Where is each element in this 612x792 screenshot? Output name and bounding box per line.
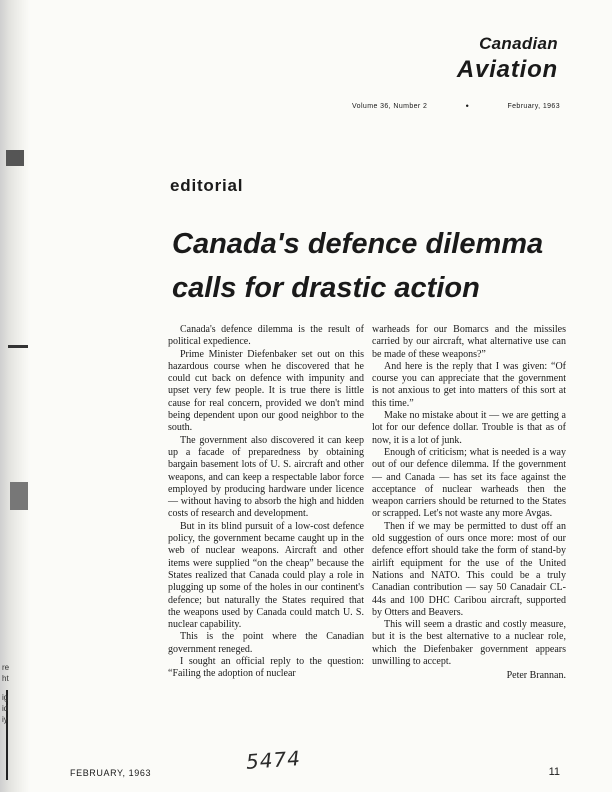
edge-text-fragment: ig bbox=[2, 693, 9, 702]
paragraph: This will seem a drastic and costly measure, but it is the best alternative to a nuclear role, which the Diefenbaker government appears unwilling to accept. bbox=[372, 619, 566, 668]
edge-text-fragment: iy bbox=[2, 715, 8, 724]
paragraph: I sought an official reply to the question: “Failing the adoption of nuclear bbox=[168, 656, 364, 680]
footer-issue-date: FEBRUARY, 1963 bbox=[70, 768, 152, 778]
paragraph: This is the point where the Canadian government reneged. bbox=[168, 631, 364, 655]
paragraph: Canada's defence dilemma is the result of political expedience. bbox=[168, 324, 364, 348]
paragraph: Then if we may be permitted to dust off an old suggestion of ours once more: most of our defence effort should take the form of stand-by airlift equipment for the use of the United Nations and NATO. This could be a truly Canadian contribution — say 50 Canadair CL-44s and 100 DHC Caribou aircraft, supported by Otters and Beavers. bbox=[372, 520, 566, 618]
paragraph: The government also discovered it can keep up a facade of preparedness by obtaining bargain basement lots of U. S. aircraft and other weapons, and can keep a respectable labor force employed by producing hardware under licence — without having to absorb the high and hidden costs of research and development. bbox=[168, 434, 364, 520]
edge-text-fragment: id bbox=[2, 704, 9, 713]
article-headline bbox=[172, 222, 572, 310]
section-label: editorial bbox=[170, 176, 244, 195]
author-signature: Peter Brannan. bbox=[506, 670, 566, 682]
publication-name-line2: Aviation bbox=[456, 56, 558, 83]
paragraph: And here is the reply that I was given: “Of course you can appreciate that the government is not anxious to get into matters of this sort at this time.” bbox=[372, 360, 566, 409]
paragraph: Enough of criticism; what is needed is a way out of our defence dilemma. If the government — and Canada — has set its face against the acceptance of nuclear warheads then the weapon carriers should be returned to the States or scrapped. Let's not waste any more Avgas. bbox=[372, 446, 566, 520]
paragraph: But in its blind pursuit of a low-cost defence policy, the government became caught up in the web of nuclear weapons. Aircraft and other items were supplied “on the cheap” because the States realized that Canada could play a role in plugging up some of the holes in our continent's defence; but naturally the States required that the weapons used by Canada could match U. S. nuclear capability. bbox=[168, 520, 364, 631]
paragraph: Prime Minister Diefenbaker set out on this hazardous course when he discovered that he could cut back on defence with impunity and upset very few people. It is true there is little cause for real concern, provided we don't mind being dependent upon our good neighbor to the south. bbox=[168, 348, 364, 434]
binding-mark bbox=[10, 482, 28, 510]
bullet-separator: • bbox=[465, 101, 470, 111]
edge-text-fragment: ht bbox=[2, 674, 9, 683]
binding-mark bbox=[6, 150, 24, 166]
headline-line-2: calls for drastic action bbox=[172, 272, 480, 304]
headline-line-1: Canada's defence dilemma bbox=[172, 228, 544, 260]
article-column-right bbox=[372, 324, 566, 683]
publication-name-line1: Canadian bbox=[479, 34, 558, 53]
publication-masthead bbox=[457, 34, 558, 84]
paragraph: Make no mistake about it — we are getting a lot for our defence dollar. Trouble is that as of now, it is a lot of junk. bbox=[372, 410, 566, 446]
volume-number: Volume 36, Number 2 bbox=[352, 102, 428, 110]
article-column-left bbox=[168, 324, 364, 681]
page-number: 11 bbox=[548, 766, 560, 778]
issue-info bbox=[352, 101, 560, 111]
binding-mark bbox=[8, 345, 28, 348]
handwritten-number: 5474 bbox=[245, 746, 302, 774]
edge-text-fragment: re bbox=[2, 663, 10, 672]
paragraph-continued: warheads for our Bomarcs and the missiles carried by our aircraft, what alternative use can be made of these weapons?” bbox=[372, 324, 566, 360]
issue-date: February, 1963 bbox=[507, 102, 560, 110]
